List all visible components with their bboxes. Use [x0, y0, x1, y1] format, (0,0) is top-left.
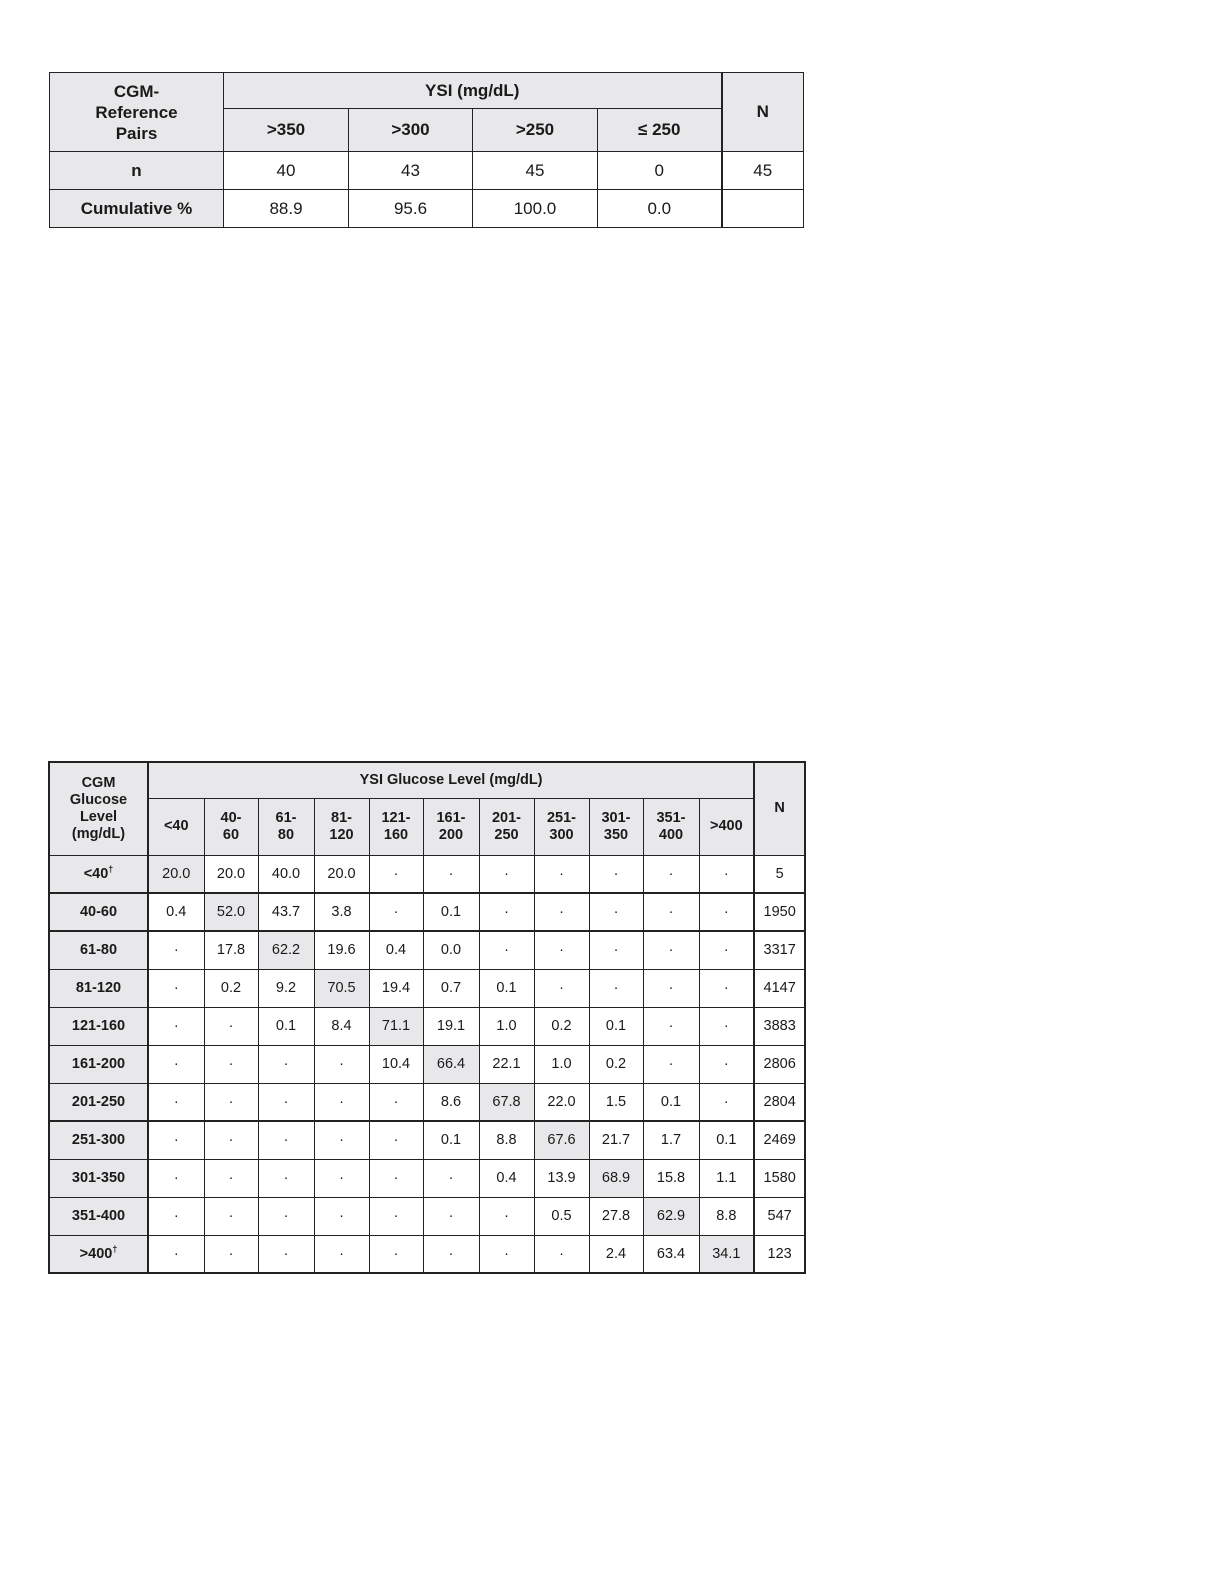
table-cell: ·: [589, 855, 643, 893]
corner-header-text: CGM Glucose Level (mg/dL): [69, 774, 128, 842]
table-cell: ·: [148, 931, 204, 969]
table-cell: 0.1: [258, 1007, 314, 1045]
table-cell: ·: [534, 893, 589, 931]
table-cell: 63.4: [643, 1235, 699, 1273]
n-cell: 2469: [754, 1121, 805, 1159]
n-cell: 123: [754, 1235, 805, 1273]
column-header: 40- 60: [204, 798, 258, 855]
table-cell: ·: [643, 969, 699, 1007]
table-cell: 88.9: [224, 190, 349, 228]
n-cell: [722, 190, 804, 228]
diagonal-cell: 20.0: [148, 855, 204, 893]
table-cell: ·: [148, 1045, 204, 1083]
table-cell: ·: [148, 1007, 204, 1045]
table-cell: ·: [534, 1235, 589, 1273]
table-cell: ·: [423, 1197, 479, 1235]
table-cell: ·: [479, 893, 534, 931]
table-cell: ·: [148, 1121, 204, 1159]
table-cell: 15.8: [643, 1159, 699, 1197]
n-cell: 3883: [754, 1007, 805, 1045]
table-cell: 13.9: [534, 1159, 589, 1197]
table-cell: 19.4: [369, 969, 423, 1007]
table-cell: 1.1: [699, 1159, 754, 1197]
table-cell: ·: [699, 893, 754, 931]
table-cell: 20.0: [314, 855, 369, 893]
table-row: [49, 1197, 805, 1235]
table-cell: 21.7: [589, 1121, 643, 1159]
table-cell: ·: [369, 1235, 423, 1273]
table-cell: 0.0: [598, 190, 722, 228]
table-cell: ·: [479, 1197, 534, 1235]
table-cell: ·: [148, 1159, 204, 1197]
table-cell: 0: [598, 152, 722, 190]
row-label-text: 40-60: [79, 904, 118, 920]
table-row: [49, 855, 805, 893]
column-header: >300: [349, 109, 473, 152]
table-cell: ·: [699, 1007, 754, 1045]
row-label-text: 301-350: [71, 1170, 126, 1186]
table-cell: ·: [148, 1235, 204, 1273]
table-cell: 0.7: [423, 969, 479, 1007]
row-label: [49, 855, 148, 893]
table-cell: ·: [369, 1121, 423, 1159]
table-cell: ·: [423, 1159, 479, 1197]
table-cell: ·: [589, 893, 643, 931]
table-cell: 0.0: [423, 931, 479, 969]
table-cell: ·: [148, 1197, 204, 1235]
row-label: [49, 1197, 148, 1235]
table-cell: ·: [148, 1083, 204, 1121]
table-cell: 8.8: [699, 1197, 754, 1235]
table-cell: ·: [258, 1197, 314, 1235]
row-label: n: [50, 152, 224, 190]
table-cell: 0.2: [589, 1045, 643, 1083]
n-cell: 5: [754, 855, 805, 893]
table-cell: ·: [369, 855, 423, 893]
n-cell: 45: [722, 152, 804, 190]
table-row: [49, 893, 805, 931]
table-cell: 20.0: [204, 855, 258, 893]
row-label-text: 121-160: [71, 1018, 126, 1034]
table-cell: 45: [473, 152, 598, 190]
table-row: [49, 1045, 805, 1083]
dagger-footnote-mark: †: [108, 863, 114, 874]
table-cell: ·: [314, 1045, 369, 1083]
table-row: [49, 931, 805, 969]
corner-header: [49, 762, 148, 855]
table-cell: ·: [589, 931, 643, 969]
diagonal-cell: 52.0: [204, 893, 258, 931]
column-header: 251- 300: [534, 798, 589, 855]
table-cell: ·: [643, 893, 699, 931]
n-cell: 2806: [754, 1045, 805, 1083]
table-row: [49, 1235, 805, 1273]
row-label-text: 251-300: [71, 1132, 126, 1149]
table-cell: ·: [423, 1235, 479, 1273]
row-label-text: 351-400: [71, 1208, 126, 1224]
table-cell: ·: [204, 1045, 258, 1083]
table-cell: 40: [224, 152, 349, 190]
row-label: [49, 1121, 148, 1159]
diagonal-cell: 67.8: [479, 1083, 534, 1121]
table-cell: 43.7: [258, 893, 314, 931]
table-cell: ·: [699, 1045, 754, 1083]
table-cell: ·: [314, 1197, 369, 1235]
n-cell: 3317: [754, 931, 805, 969]
table-cell: 95.6: [349, 190, 473, 228]
diagonal-cell: 62.2: [258, 931, 314, 969]
table-cell: 100.0: [473, 190, 598, 228]
table-cell: 9.2: [258, 969, 314, 1007]
column-header: 121- 160: [369, 798, 423, 855]
row-label: [49, 931, 148, 969]
table-cell: ·: [258, 1159, 314, 1197]
table-cell: 1.0: [479, 1007, 534, 1045]
table-cell: ·: [204, 1007, 258, 1045]
table-cell: 1.0: [534, 1045, 589, 1083]
concurrence-table: [48, 761, 806, 1274]
table-cell: ·: [479, 855, 534, 893]
table-cell: 0.1: [479, 969, 534, 1007]
table-cell: ·: [258, 1083, 314, 1121]
table-cell: ·: [148, 969, 204, 1007]
table-cell: ·: [479, 1235, 534, 1273]
row-label: [49, 1159, 148, 1197]
table-cell: 8.8: [479, 1121, 534, 1159]
table-cell: ·: [204, 1159, 258, 1197]
row-label-text: 201-250: [71, 1093, 126, 1110]
n-cell: 547: [754, 1197, 805, 1235]
diagonal-cell: 67.6: [534, 1121, 589, 1159]
diagonal-cell: 68.9: [589, 1159, 643, 1197]
diagonal-cell: 62.9: [643, 1197, 699, 1235]
group-header: YSI (mg/dL): [224, 73, 722, 109]
table-cell: ·: [204, 1235, 258, 1273]
table-cell: 19.6: [314, 931, 369, 969]
table-cell: 0.5: [534, 1197, 589, 1235]
table-cell: 1.5: [589, 1083, 643, 1121]
table-cell: ·: [534, 931, 589, 969]
row-label-text: 161-200: [71, 1056, 126, 1072]
table-row: [49, 969, 805, 1007]
table-cell: 3.8: [314, 893, 369, 931]
column-header: ≤ 250: [598, 109, 722, 152]
table-cell: 0.4: [148, 893, 204, 931]
table-cell: ·: [699, 969, 754, 1007]
row-label-text: 61-80: [79, 942, 118, 959]
table-cell: ·: [204, 1083, 258, 1121]
row-label: [49, 1007, 148, 1045]
table-cell: 2.4: [589, 1235, 643, 1273]
table-cell: 22.1: [479, 1045, 534, 1083]
diagonal-cell: 71.1: [369, 1007, 423, 1045]
table-cell: 0.2: [534, 1007, 589, 1045]
n-cell: 1950: [754, 893, 805, 931]
table-cell: ·: [314, 1083, 369, 1121]
table-cell: ·: [369, 893, 423, 931]
cumulative-table: [49, 72, 804, 228]
column-header: 161- 200: [423, 798, 479, 855]
column-header: 61- 80: [258, 798, 314, 855]
n-cell: 2804: [754, 1083, 805, 1121]
corner-header: [50, 73, 224, 152]
row-label: Cumulative %: [50, 190, 224, 228]
diagonal-cell: 66.4: [423, 1045, 479, 1083]
table-cell: 0.2: [204, 969, 258, 1007]
table-cell: 10.4: [369, 1045, 423, 1083]
column-header: <40: [148, 798, 204, 855]
n-cell: 1580: [754, 1159, 805, 1197]
dagger-footnote-mark: †: [112, 1243, 118, 1254]
row-label: [49, 969, 148, 1007]
column-header: >250: [473, 109, 598, 152]
table-cell: ·: [258, 1121, 314, 1159]
row-label: [49, 1045, 148, 1083]
row-label: [49, 893, 148, 931]
diagonal-cell: 70.5: [314, 969, 369, 1007]
table-cell: 0.1: [423, 1121, 479, 1159]
table-cell: ·: [699, 931, 754, 969]
table-cell: 19.1: [423, 1007, 479, 1045]
diagonal-cell: 34.1: [699, 1235, 754, 1273]
table-cell: 8.4: [314, 1007, 369, 1045]
column-header: >400: [699, 798, 754, 855]
table-cell: 0.4: [369, 931, 423, 969]
table-cell: ·: [643, 1045, 699, 1083]
table-cell: 8.6: [423, 1083, 479, 1121]
table-cell: 17.8: [204, 931, 258, 969]
column-header: 81- 120: [314, 798, 369, 855]
table-cell: ·: [589, 969, 643, 1007]
table-row: [49, 1083, 805, 1121]
table-row: [50, 190, 804, 228]
table-cell: ·: [258, 1235, 314, 1273]
column-header: 201- 250: [479, 798, 534, 855]
table-cell: ·: [369, 1083, 423, 1121]
table-cell: ·: [423, 855, 479, 893]
table-cell: ·: [314, 1121, 369, 1159]
table-cell: ·: [643, 855, 699, 893]
table-row: [49, 1007, 805, 1045]
table-cell: 0.1: [643, 1083, 699, 1121]
table-row: [49, 1159, 805, 1197]
table-cell: ·: [314, 1235, 369, 1273]
table-cell: ·: [314, 1159, 369, 1197]
table-row: [50, 152, 804, 190]
row-label-text: 81-120: [75, 980, 122, 996]
corner-header-text: CGM- Reference Pairs: [95, 81, 178, 143]
row-label-text: <40: [83, 865, 109, 882]
row-label: [49, 1083, 148, 1121]
table-cell: 0.4: [479, 1159, 534, 1197]
table-cell: ·: [534, 969, 589, 1007]
n-header: N: [722, 73, 804, 152]
table-cell: ·: [369, 1197, 423, 1235]
column-header: 351- 400: [643, 798, 699, 855]
column-header: >350: [224, 109, 349, 152]
n-cell: 4147: [754, 969, 805, 1007]
table-cell: ·: [204, 1121, 258, 1159]
row-label-text: >400: [79, 1245, 113, 1262]
table-cell: 0.1: [589, 1007, 643, 1045]
table-cell: 40.0: [258, 855, 314, 893]
table-cell: ·: [699, 1083, 754, 1121]
table-cell: 0.1: [699, 1121, 754, 1159]
group-header: YSI Glucose Level (mg/dL): [148, 762, 754, 798]
n-header: N: [754, 762, 805, 855]
table-cell: ·: [534, 855, 589, 893]
table-cell: ·: [369, 1159, 423, 1197]
table-cell: 0.1: [423, 893, 479, 931]
table-cell: 43: [349, 152, 473, 190]
row-label: [49, 1235, 148, 1273]
table-cell: ·: [699, 855, 754, 893]
table-cell: 22.0: [534, 1083, 589, 1121]
table-cell: 27.8: [589, 1197, 643, 1235]
table-cell: ·: [479, 931, 534, 969]
table-cell: ·: [258, 1045, 314, 1083]
table-row: [49, 1121, 805, 1159]
table-cell: ·: [643, 931, 699, 969]
column-header: 301- 350: [589, 798, 643, 855]
table-cell: 1.7: [643, 1121, 699, 1159]
table-cell: ·: [643, 1007, 699, 1045]
table-cell: ·: [204, 1197, 258, 1235]
